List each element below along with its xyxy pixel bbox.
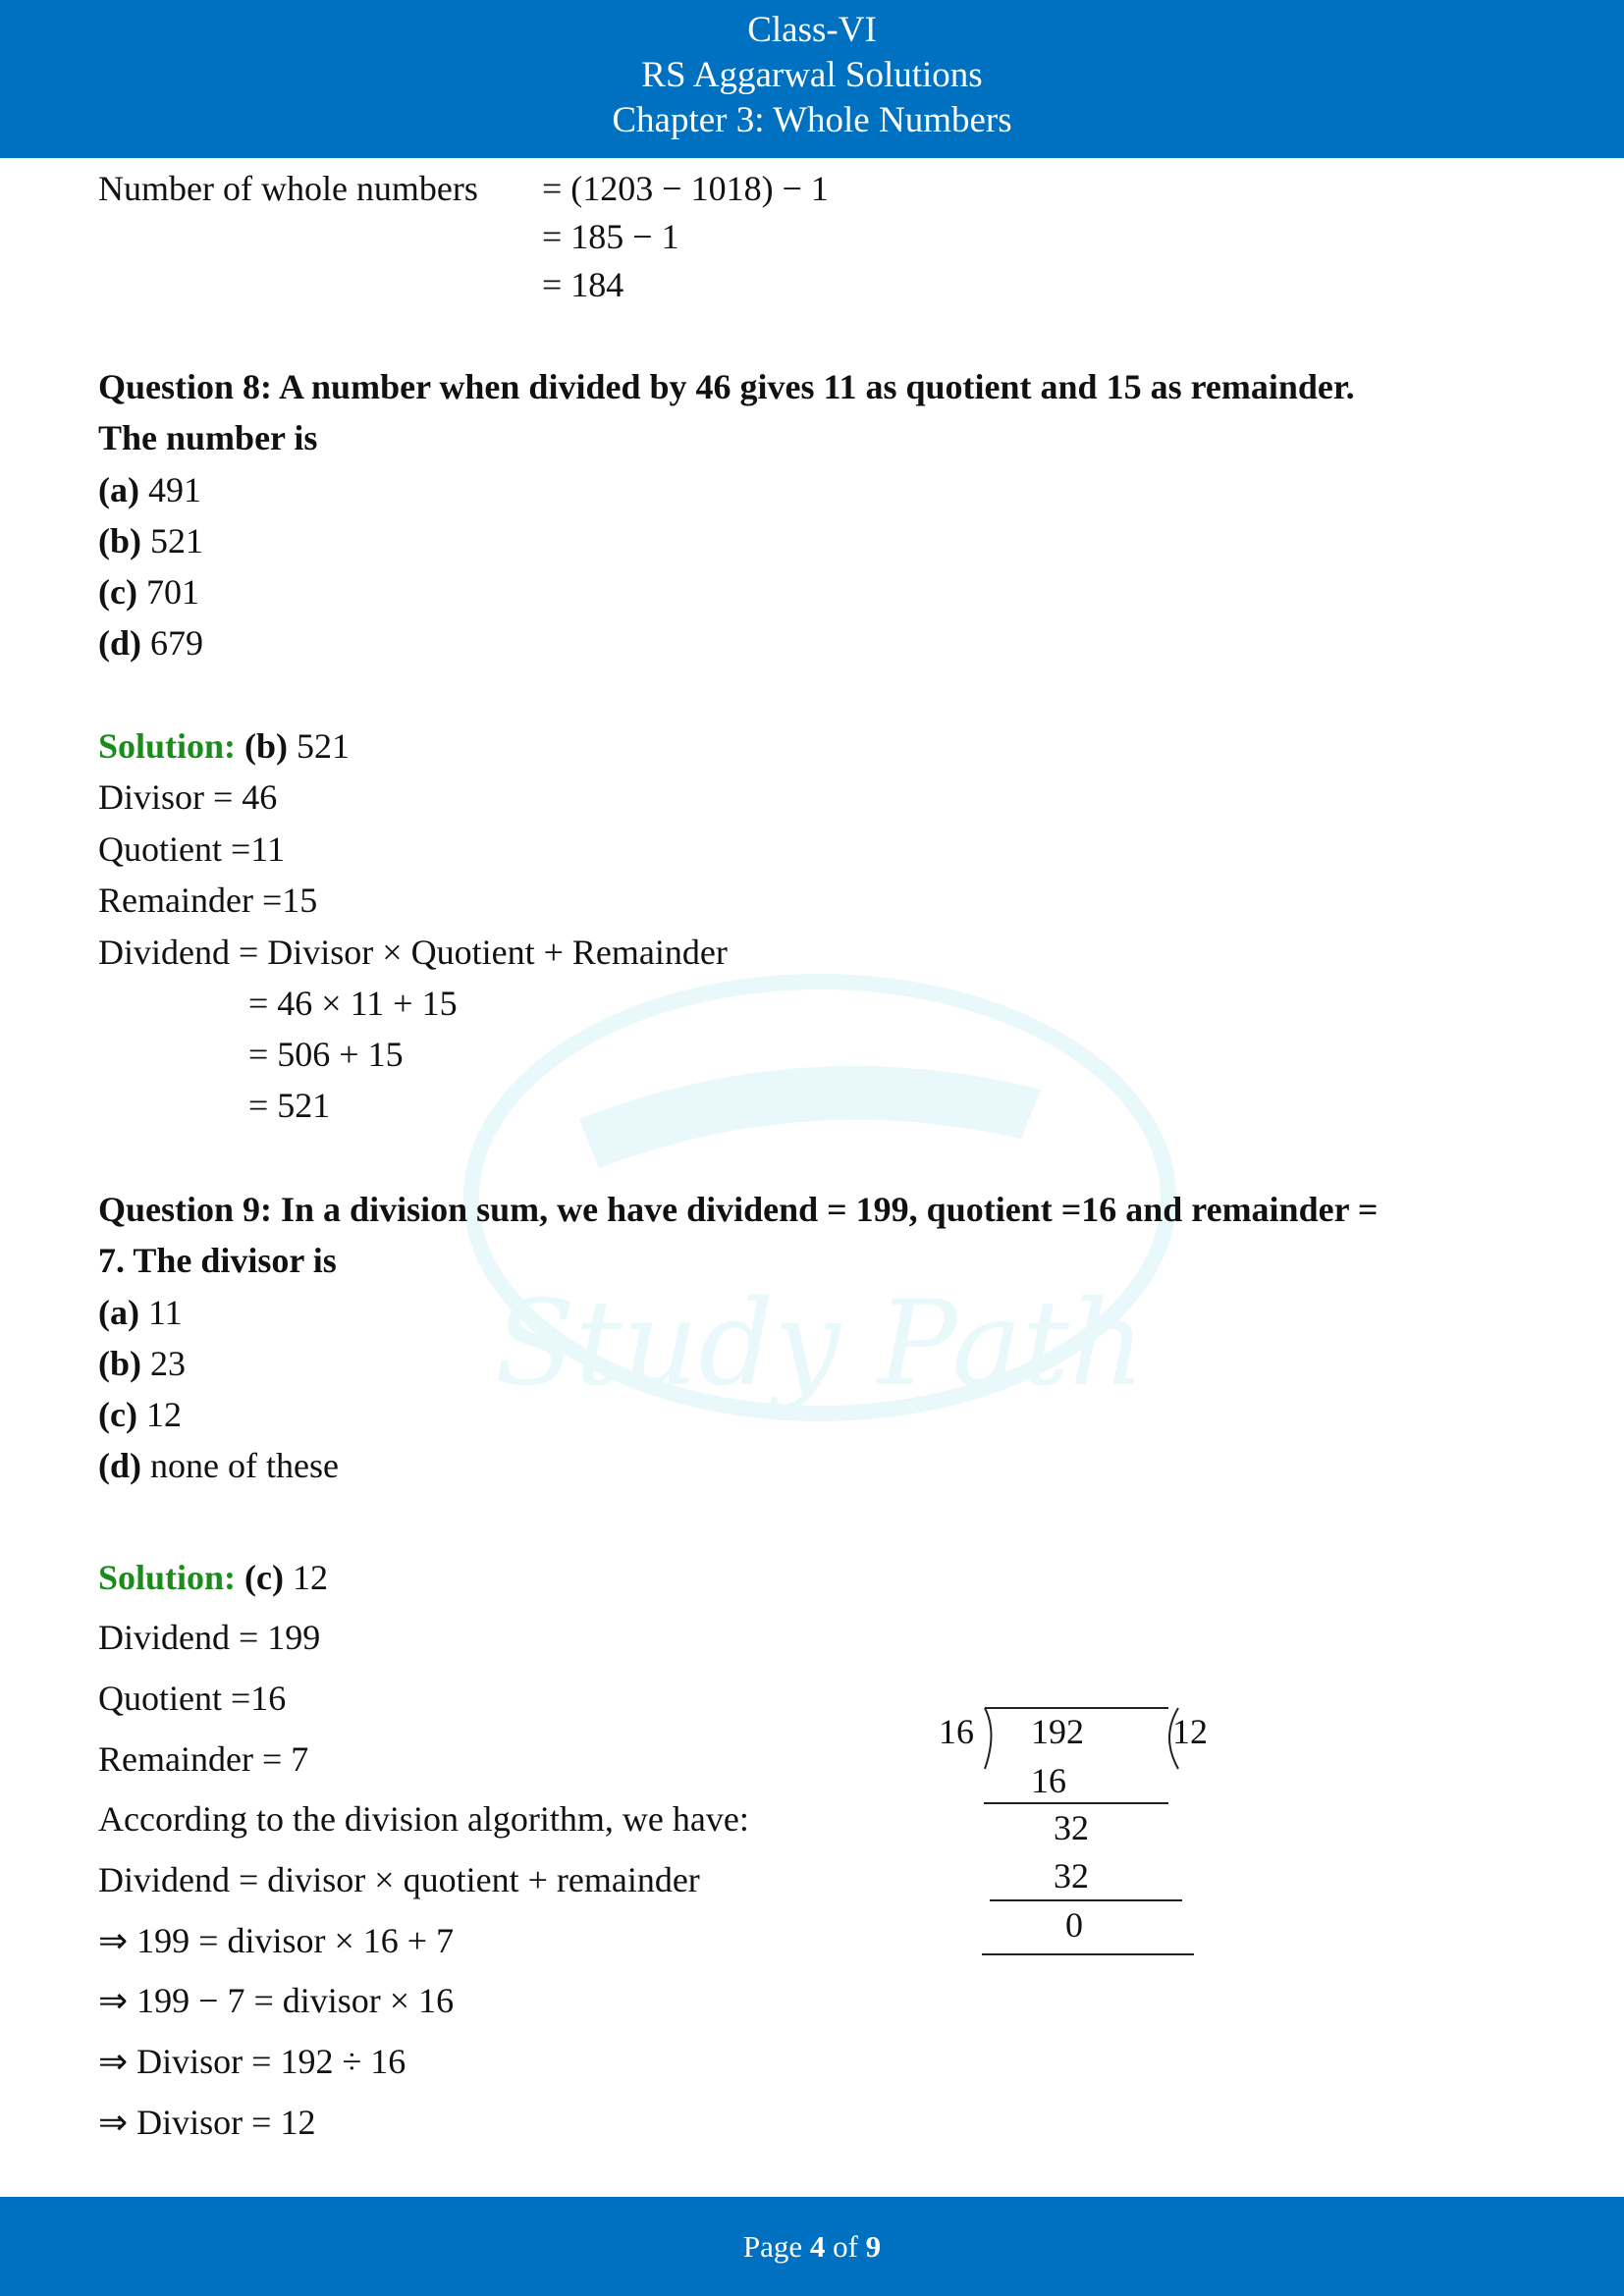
q8-step: Remainder =15: [98, 881, 318, 920]
answer-label: (c): [244, 1558, 285, 1597]
q9-step: ⇒ 199 = divisor × 16 + 7: [98, 1921, 455, 1960]
footer-total-pages: 9: [865, 2229, 882, 2264]
division-remainder-1: 32: [1054, 1808, 1089, 1847]
division-rule-3: [982, 1953, 1194, 1955]
q9-option-b: [98, 1342, 186, 1385]
option-label: (b): [98, 521, 141, 561]
q9-step: Dividend = 199: [98, 1618, 321, 1657]
answer-label: (b): [244, 726, 289, 766]
header-chapter: Chapter 3: Whole Numbers: [612, 100, 1012, 140]
header-book: RS Aggarwal Solutions: [641, 55, 983, 95]
page-header: [0, 0, 1624, 158]
q9-question-line1: Question 9: In a division sum, we have dividend = 199, quotient =16 and remainder =: [98, 1190, 1379, 1229]
prev-line2-expr: = 185 − 1: [542, 217, 679, 256]
q9-option-d: [98, 1444, 339, 1487]
header-class: Class-VI: [747, 10, 877, 50]
q9-step: Quotient =16: [98, 1679, 287, 1718]
long-division-diagram: [933, 1698, 1227, 1963]
division-rule-1: [984, 1802, 1168, 1804]
solution-label: Solution:: [98, 726, 237, 766]
footer-current-page: 4: [809, 2229, 826, 2264]
q8-step: Dividend = Divisor × Quotient + Remainder: [98, 933, 728, 972]
option-label: (d): [98, 1446, 141, 1485]
q8-option-a: [98, 468, 201, 511]
q8-question-line2: The number is: [98, 418, 318, 457]
option-value: 491: [147, 470, 201, 509]
option-label: (d): [98, 623, 141, 663]
q8-question-line1: Question 8: A number when divided by 46 gives 11 as quotient and 15 as remainder.: [98, 367, 1355, 406]
q8-solution-header: [98, 724, 350, 768]
q9-step: ⇒ Divisor = 192 ÷ 16: [98, 2042, 406, 2081]
option-value: 521: [150, 521, 203, 561]
q8-option-d: [98, 621, 203, 665]
option-value: 11: [147, 1293, 183, 1332]
q9-option-a: [98, 1291, 183, 1334]
q8-option-c: [98, 570, 199, 614]
division-rule-2: [990, 1899, 1182, 1901]
q8-step: = 506 + 15: [248, 1035, 404, 1074]
solution-label: Solution:: [98, 1558, 237, 1597]
q9-step: ⇒ 199 − 7 = divisor × 16: [98, 1981, 455, 2020]
division-quotient: 12: [1172, 1712, 1208, 1751]
q8-step: = 46 × 11 + 15: [248, 984, 458, 1023]
option-label: (a): [98, 1293, 139, 1332]
option-label: (c): [98, 572, 137, 612]
division-dividend: 192: [1031, 1712, 1084, 1751]
option-value: 23: [150, 1344, 186, 1383]
prev-line3-expr: = 184: [542, 265, 624, 304]
answer-value: 521: [297, 726, 351, 766]
answer-value: 12: [293, 1558, 329, 1597]
footer-page-prefix: Page: [742, 2229, 803, 2264]
footer-of: of: [833, 2229, 858, 2264]
option-label: (b): [98, 1344, 141, 1383]
option-label: (a): [98, 470, 139, 509]
prev-line1-expr: = (1203 − 1018) − 1: [542, 169, 829, 208]
option-label: (c): [98, 1395, 137, 1434]
q9-step: Remainder = 7: [98, 1739, 309, 1779]
option-value: none of these: [150, 1446, 339, 1485]
prev-line1-label: Number of whole numbers: [98, 169, 478, 208]
option-value: 12: [145, 1395, 182, 1434]
q8-step: = 521: [248, 1086, 331, 1125]
watermark-text: Study Path: [494, 1276, 1146, 1413]
division-subtract-2: 32: [1054, 1856, 1089, 1896]
q9-step: According to the division algorithm, we have:: [98, 1799, 749, 1839]
division-subtract-1: 16: [1031, 1761, 1066, 1800]
q8-step: Divisor = 46: [98, 777, 278, 817]
option-value: 701: [145, 572, 199, 612]
q9-step: Dividend = divisor × quotient + remainder: [98, 1860, 700, 1899]
q9-option-c: [98, 1393, 182, 1436]
division-remainder-2: 0: [1065, 1905, 1083, 1945]
page-footer: [0, 2197, 1624, 2296]
division-divisor: 16: [939, 1712, 974, 1751]
q9-question-line2: 7. The divisor is: [98, 1241, 337, 1280]
q8-step: Quotient =11: [98, 829, 285, 869]
q9-step: ⇒ Divisor = 12: [98, 2103, 316, 2142]
option-value: 679: [150, 623, 203, 663]
q9-solution-header: [98, 1556, 328, 1599]
q8-option-b: [98, 519, 203, 562]
